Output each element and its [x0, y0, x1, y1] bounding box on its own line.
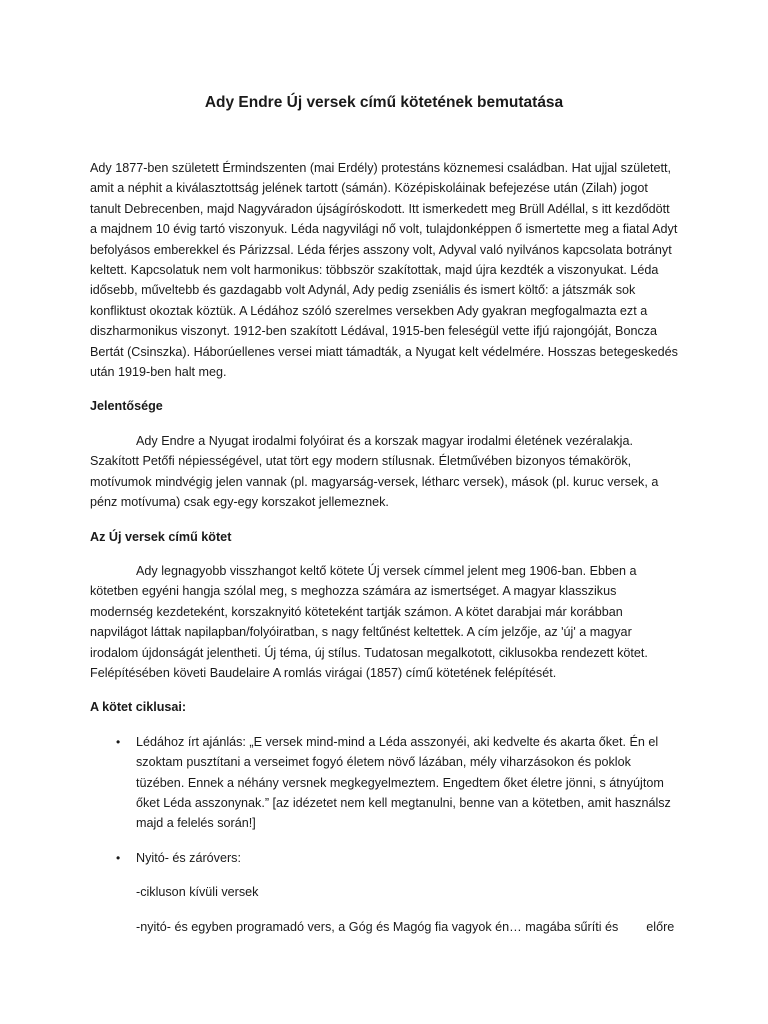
significance-paragraph: Ady Endre a Nyugat irodalmi folyóirat és a korszak magyar irodalmi életének vezéralakja. Szakított Petőfi népiességével, utat tört egy modern stílusnak. Életművében bizonyos témakörök, motívumok mindvégig jelen vannak (pl. magyarság-versek, létharc versek), mások (pl. kuruc versek, a pénz motívuma) csak egy-egy korszakot jellemeznek. — [90, 433, 659, 510]
bullet-icon: • — [116, 734, 121, 749]
document-title: Ady Endre Új versek című kötetének bemutatása — [204, 94, 564, 111]
section-heading-new-poems: Az Új versek című kötet — [90, 529, 232, 544]
list-item-text: Lédához írt ajánlás: „E versek mind-mind a Léda asszonyéi, aki kedvelte és akarta őket. Én el szoktam pusztítani a verseimet fogyó életem növő lázában, mély viharzásokon és poklok tüzében. Ennek a néhány versnek megkegyelmeztem. Engedtem őket életre jönni, s átnyújtom őket Léda asszonynak.” [az idézetet nem kell megtanulni, benne van a kötetben, amit használsz majd a felelés során!] — [136, 734, 671, 831]
section-heading-cycles: A kötet ciklusai: — [90, 700, 187, 715]
sub-line-outside-cycle: -cikluson kívüli versek — [136, 885, 259, 900]
cycles-list — [90, 732, 678, 868]
bullet-icon: • — [116, 850, 121, 865]
section-heading-significance: Jelentősége — [90, 399, 163, 414]
list-item — [90, 848, 678, 868]
new-poems-paragraph: Ady legnagyobb visszhangot keltő kötete Új versek címmel jelent meg 1906-ban. Ebben a kötetben egyéni hangja szólal meg, s meghozza számára az ismertséget. A magyar klasszikus modernség kezdeteként, korszaknyitó köteteként tartják számon. A kötet darabjai már korábban napvilágot láttak napilapban/folyóiratban, s nagy feltűnést keltettek. A cím jelzője, az 'új' a magyar irodalom újdonságát jelentheti. Új téma, új stílus. Tudatosan megalkotott, ciklusokba rendezett kötet. Felépítésében követi Baudelaire A romlás virágai (1857) című kötetének felépítését. — [90, 563, 648, 680]
sub-line-opening-poem: -nyitó- és egyben programadó vers, a Góg és Magóg fia vagyok én… magába sűríti és előre — [136, 919, 675, 934]
list-item — [90, 732, 678, 834]
intro-paragraph: Ady 1877-ben született Érmindszenten (mai Erdély) protestáns köznemesi családban. Hat ujjal született, amit a néphit a kiválasztottság jelének tartott (sámán). Középiskoláinak befejezése után (Zilah) jogot tanult Debrecenben, majd Nagyváradon újságíróskodott. Itt ismerkedett meg Brüll Adéllal, s itt kezdődött a majdnem 10 évig tartó viszonyuk. Léda nagyvilági nő volt, tulajdonképpen ő ismertette meg a fiatal Adyt befolyásos emberekkel és Párizzsal. Léda férjes asszony volt, Adyval való nyilvános kapcsolata botrányt keltett. Kapcsolatuk nem volt harmonikus: többször szakítottak, majd újra kezdték a viszonyukat. Léda idősebb, műveltebb és gazdagabb volt Adynál, Ady pedig zseniális és ismert költő: a játszmák sok konfliktust okoztak köztük. A Lédához szóló szerelmes versekben Ady gyakran megfogalmazta ezt a diszharmonikus viszonyt. 1912-ben szakított Lédával, 1915-ben feleségül vette ifjú rajongóját, Boncza Bertát (Csinszka). Háborúellenes versei miatt támadták, a Nyugat kelt védelmére. Hosszas betegeskedés után 1919-ben halt meg. — [90, 161, 678, 380]
list-item-text: Nyitó- és záróvers: — [136, 850, 241, 865]
